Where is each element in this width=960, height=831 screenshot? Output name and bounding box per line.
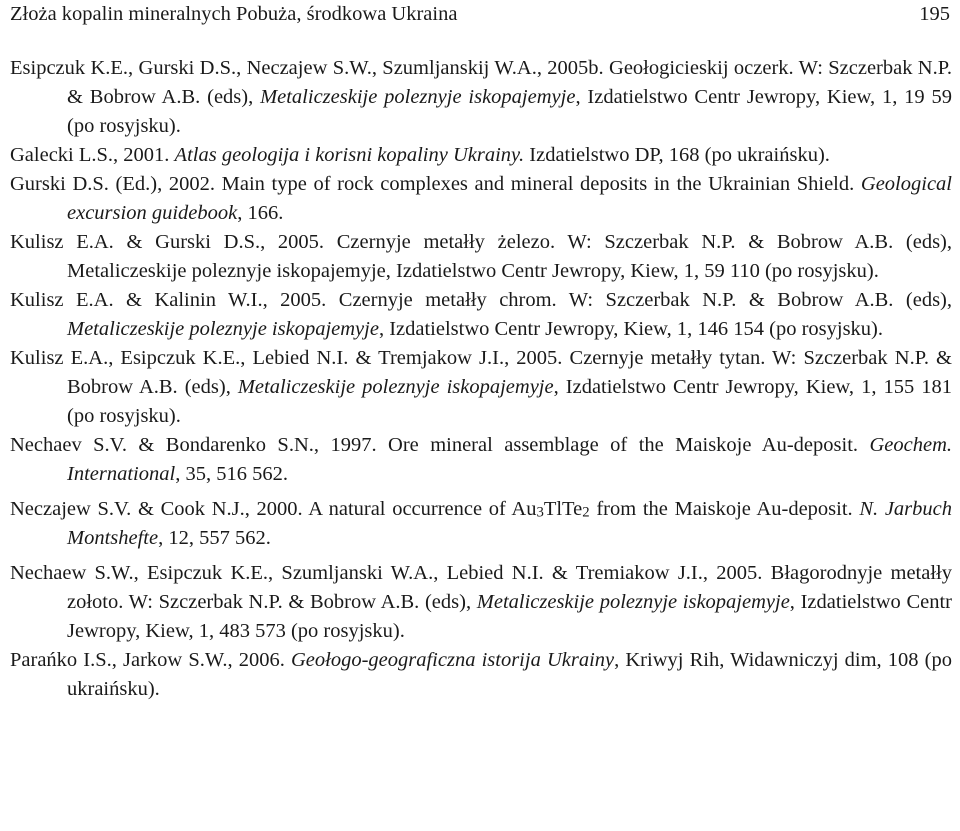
reference-title: Metaliczeskije poleznyje iskopajemyje — [67, 318, 379, 340]
reference-entry: Kulisz E.A., Esipczuk K.E., Lebied N.I. & Tremjakow J.I., 2005. Czernyje metałły tytan. W: Szczerbak N.P. & Bobrow A.B. (eds), Metaliczeskije poleznyje iskopajemyje, Izdatielstwo Centr Jewropy, Kiew, 1, 155 181 (po rosyjsku). — [10, 347, 952, 427]
reference-title: Geołogo-geograficzna istorija Ukrainy — [290, 649, 615, 671]
reference-entry: Galecki L.S., 2001. Atlas geologija i korisni kopaliny Ukrainy. Izdatielstwo DP, 168 (po ukraińsku). — [10, 144, 830, 166]
reference-title: Geochem. International — [67, 434, 952, 485]
running-title: Złoża kopalin mineralnych Pobuża, środkowa Ukraina — [10, 3, 458, 25]
reference-entry: Nechaew S.W., Esipczuk K.E., Szumljanski W.A., Lebied N.I. & Tremiakow J.I., 2005. Błagorodnyje metałły zołoto. W: Szczerbak N.P. & Bobrow A.B. (eds), Metaliczeskije poleznyje iskopajemyje, Izdatielstwo Centr Jewropy, Kiew, 1, 483 573 (po rosyjsku). — [10, 562, 952, 642]
reference-entry: Kulisz E.A. & Kalinin W.I., 2005. Czernyje metałły chrom. W: Szczerbak N.P. & Bobrow A.B. (eds), Metaliczeskije poleznyje iskopajemyje, Izdatielstwo Centr Jewropy, Kiew, 1, 146 154 (po rosyjsku). — [10, 289, 952, 340]
reference-entry: Parańko I.S., Jarkow S.W., 2006. Geołogo-geograficzna istorija Ukrainy, Kriwyj Rih, Widawniczyj dim, 108 (po ukraińsku). — [10, 649, 953, 700]
reference-entry: Nechaev S.V. & Bondarenko S.N., 1997. Ore mineral assemblage of the Maiskoje Au-deposit. Geochem. International, 35, 516 562. — [10, 434, 952, 485]
running-head — [10, 0, 952, 28]
reference-title: Metaliczeskije poleznyje iskopajemyje — [237, 376, 554, 398]
reference-entry: Gurski D.S. (Ed.), 2002. Main type of rock complexes and mineral deposits in the Ukrainian Shield. Geological excursion guidebook, 166. — [10, 173, 952, 224]
reference-title: Metaliczeskije poleznyje iskopajemyje — [476, 591, 790, 613]
reference-title: Metaliczeskije poleznyje iskopajemyje — [260, 86, 576, 108]
reference-title: N. Jarbuch Montshefte — [67, 498, 953, 549]
page-number: 195 — [919, 3, 950, 25]
reference-entry: Kulisz E.A. & Gurski D.S., 2005. Czernyje metałły żelezo. W: Szczerbak N.P. & Bobrow A.B. (eds), Metaliczeskije poleznyje iskopajemyje, Izdatielstwo Centr Jewropy, Kiew, 1, 59 110 (po rosyjsku). — [10, 231, 952, 282]
reference-entry: Neczajew S.V. & Cook N.J., 2000. A natural occurrence of $Au_3TlTe_2$ from the Maiskoje Au-deposit. N. Jarbuch Montshefte, 12, 557 562. — [10, 498, 953, 549]
page — [10, 0, 952, 704]
reference-title: Geological excursion guidebook — [67, 173, 952, 224]
reference-list — [10, 54, 952, 704]
reference-entry: Esipczuk K.E., Gurski D.S., Neczajew S.W., Szumljanskij W.A., 2005b. Geołogicieskij oczerk. W: Szczerbak N.P. & Bobrow A.B. (eds), Metaliczeskije poleznyje iskopajemyje, Izdatielstwo Centr Jewropy, Kiew, 1, 19 59 (po rosyjsku). — [10, 57, 952, 137]
reference-title: Atlas geologija i korisni kopaliny Ukrainy. — [174, 144, 525, 166]
